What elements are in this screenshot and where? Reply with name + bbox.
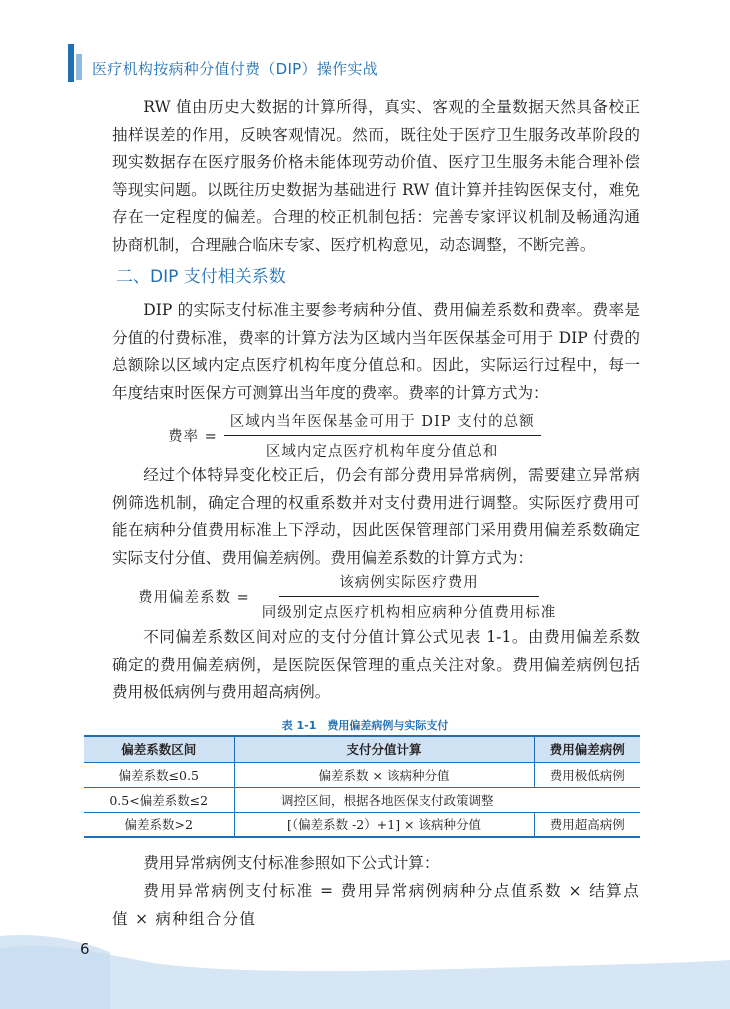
header-accent-bar: [68, 44, 74, 82]
paragraph-text: 不同偏差系数区间对应的支付分值计算公式见表 1-1。由费用偏差系数确定的费用偏差病例，是医院医保管理的重点关注对象。费用偏差病例包括费用极低病例与费用超高病例。: [112, 628, 640, 701]
table-row: [84, 812, 640, 837]
paragraph-table-intro: [112, 624, 640, 707]
formula-lhs: 费率 =: [168, 429, 218, 445]
table-caption: 表 1-1 费用偏差病例与实际支付: [281, 719, 449, 732]
page-number: 6: [80, 940, 90, 958]
formula-deviation: [138, 571, 562, 622]
table-cell: [（偏差系数 -2）+1] × 该病种分值: [234, 812, 534, 837]
paragraph-abnormal-intro: [112, 850, 640, 878]
formula-fraction: [256, 571, 563, 622]
paragraph-rw-correction: [112, 94, 640, 259]
table-cell: 费用极低病例: [534, 762, 640, 787]
paragraph-text: RW 值由历史大数据的计算所得，真实、客观的全量数据天然具备校正抽样误差的作用，反映客观情况。然而，既往处于医疗卫生服务改革阶段的现实数据存在医疗服务价格未能体现劳动价值、医疗卫生服务未能合理补偿等现实问题。以既往历史数据为基础进行 RW 值计算并挂钩医保支付，难免存在一定程度的偏差。合理的校正机制包括：完善专家评议机制及畅通沟通协商机制，合理融合临床专家、医疗机构意见，动态调整，不断完善。: [112, 98, 640, 254]
footer-wave-decoration: [0, 926, 730, 1009]
paragraph-text: 费用异常病例支付标准参照如下公式计算：: [143, 854, 440, 872]
section-heading: 二、DIP 支付相关系数: [116, 267, 286, 287]
formula-numerator: 区域内当年医保基金可用于 DIP 支付的总额: [224, 410, 541, 436]
formula-rate: [168, 410, 541, 461]
table-row: [84, 787, 640, 812]
paragraph-rate: [112, 297, 640, 407]
formula-abnormal: [112, 878, 640, 933]
table-cell: 偏差系数 × 该病种分值: [234, 762, 534, 787]
table-cell: 费用超高病例: [534, 812, 640, 837]
formula-denominator: 区域内定点医疗机构年度分值总和: [265, 444, 499, 460]
table-header-cell: 支付分值计算: [234, 736, 534, 762]
paragraph-text: DIP 的实际支付标准主要参考病种分值、费用偏差系数和费率。费率是分值的付费标准，费率的计算方法为区域内当年医保基金可用于 DIP 付费的总额除以区域内定点医疗机构年度分值总和。因此，实际运行过程中，每一年度结束时医保方可测算出当年度的费率。费率的计算方式为：: [112, 301, 640, 402]
header-accent-bar-light: [76, 54, 82, 80]
table-cell: 偏差系数>2: [124, 817, 193, 833]
paragraph-text: 经过个体特异变化校正后，仍会有部分费用异常病例，需要建立异常病例筛选机制，确定合理的权重系数并对支付费用进行调整。实际医疗费用可能在病种分值费用标准上下浮动，因此医保管理部门采用费用偏差系数确定实际支付分值、费用偏差病例。费用偏差系数的计算方式为：: [112, 466, 640, 567]
formula-text: 费用异常病例支付标准 = 费用异常病例病种分点值系数 × 结算点值 × 病种组合分值: [112, 882, 640, 928]
table-header-cell: 偏差系数区间: [84, 736, 234, 762]
table-row: [84, 762, 640, 787]
formula-numerator: 该病例实际医疗费用: [279, 571, 539, 597]
formula-denominator: 同级别定点医疗机构相应病种分值费用标准: [261, 605, 557, 621]
formula-fraction: [224, 410, 541, 461]
table-header-cell: 费用偏差病例: [534, 736, 640, 762]
table-cell: 偏差系数≤0.5: [118, 767, 199, 783]
deviation-payment-table: [84, 735, 640, 838]
table-header-row: [84, 736, 640, 762]
table-cell: 调控区间，根据各地医保支付政策调整: [234, 787, 640, 812]
formula-lhs: 费用偏差系数 =: [138, 590, 250, 606]
paragraph-deviation: [112, 462, 640, 572]
running-title: 医疗机构按病种分值付费（DIP）操作实战: [92, 60, 379, 78]
table-cell: 0.5<偏差系数≤2: [109, 792, 209, 808]
